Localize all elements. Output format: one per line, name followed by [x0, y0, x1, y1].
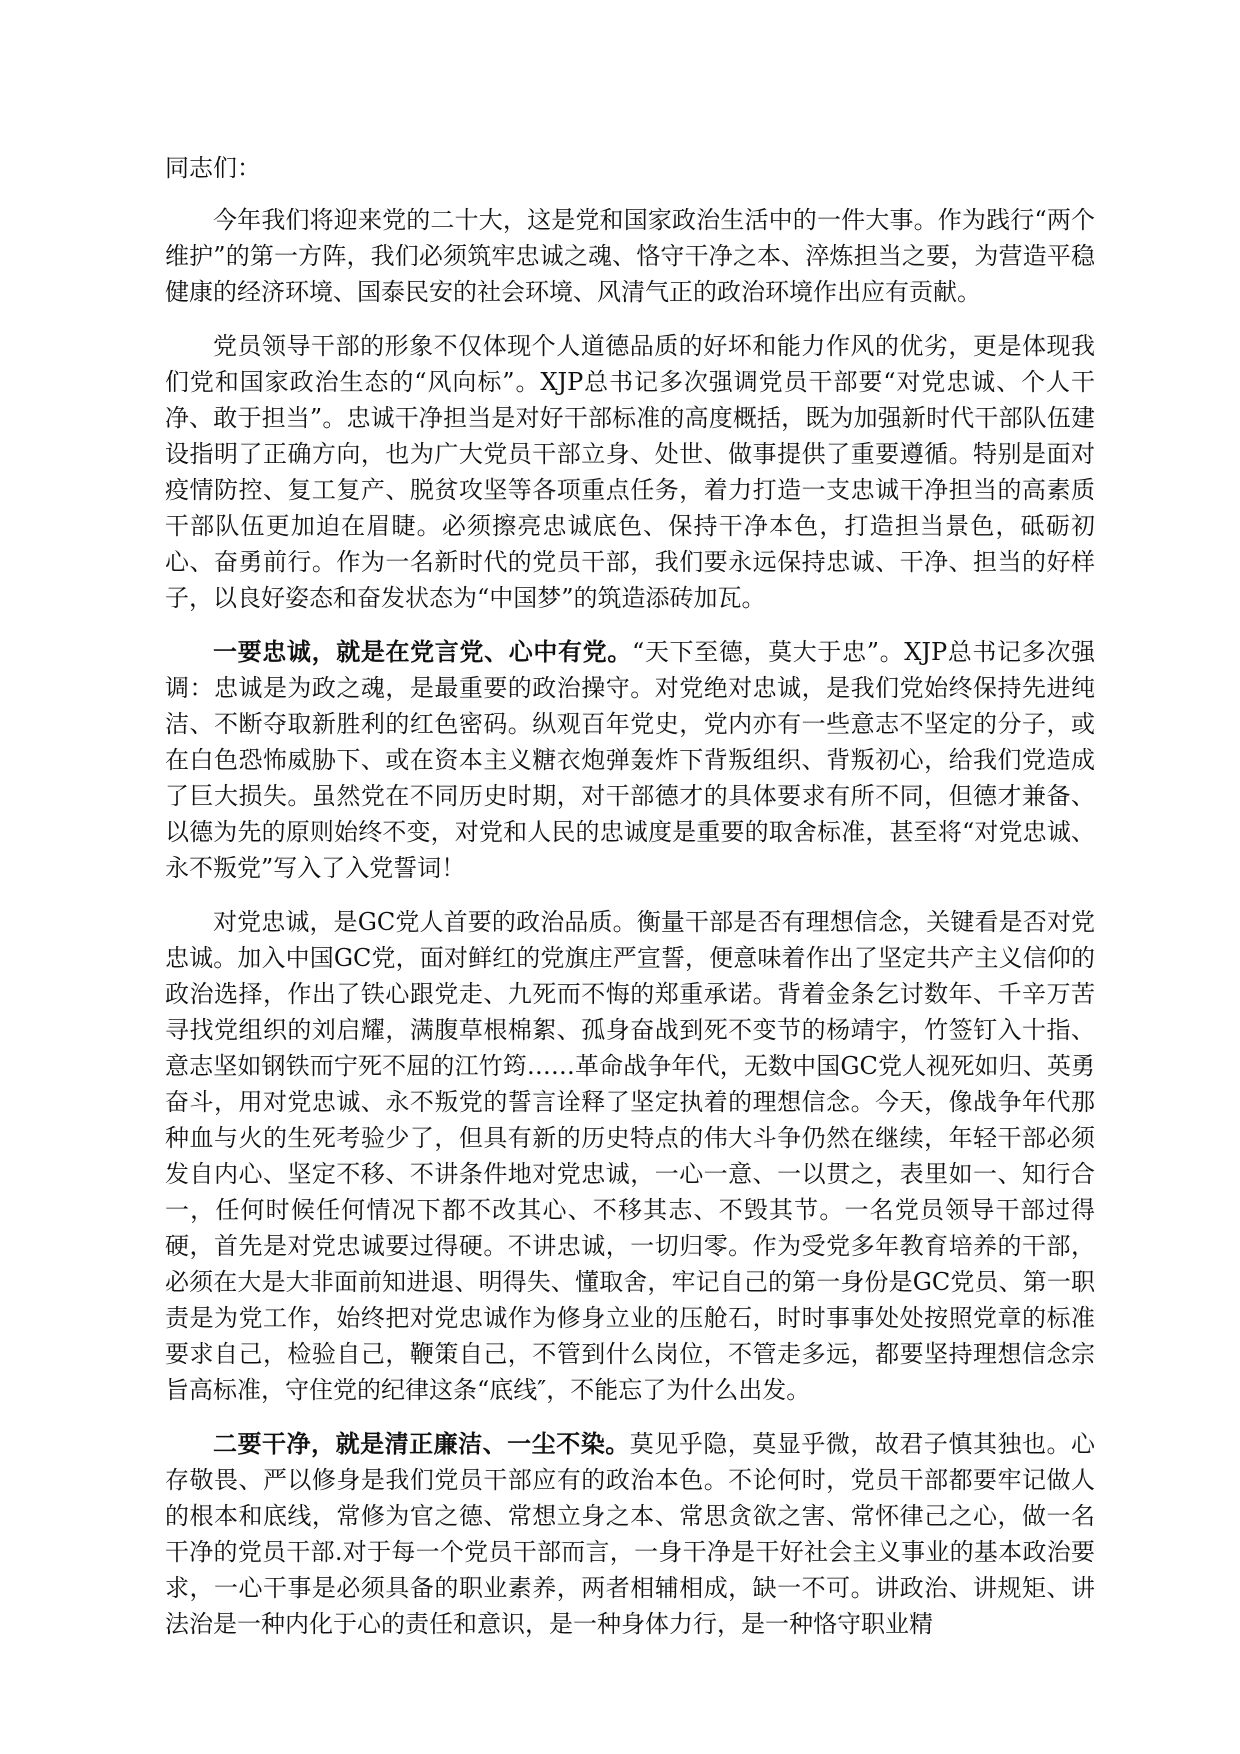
paragraph-intro	[165, 202, 1095, 310]
paragraph-text: 对党忠诚，是GC党人首要的政治品质。衡量干部是否有理想信念，关键看是否对党忠诚。加入中国GC党，面对鲜红的党旗庄严宣誓，便意味着作出了坚定共产主义信仰的政治选择，作出了铁心跟党走、九死而不悔的郑重承诺。背着金条乞讨数年、千辛万苦寻找党组织的刘启耀，满腹草根棉絮、孤身奋战到死不变节的杨靖宇，竹签钉入十指、意志坚如钢铁而宁死不屈的江竹筠……革命战争年代，无数中国GC党人视死如归、英勇奋斗，用对党忠诚、永不叛党的誓言诠释了坚定执着的理想信念。今天，像战争年代那种血与火的生死考验少了，但具有新的历史特点的伟大斗争仍然在继续，年轻干部必须发自内心、坚定不移、不讲条件地对党忠诚，一心一意、一以贯之，表里如一、知行合一，任何时候任何情况下都不改其心、不移其志、不毁其节。一名党员领导干部过得硬，首先是对党忠诚要过得硬。不讲忠诚，一切归零。作为受党多年教育培养的干部，必须在大是大非面前知进退、明得失、懂取舍，牢记自己的第一身份是GC党员、第一职责是为党工作，始终把对党忠诚作为修身立业的压舱石，时时事事处处按照党章的标准要求自己，检验自己，鞭策自己，不管到什么岗位，不管走多远，都要坚持理想信念宗旨高标准，守住党的纪律这条“底线″，不能忘了为什么出发。	[165, 908, 1095, 1404]
document-page	[165, 150, 1095, 1660]
paragraph-text: 莫见乎隐，莫显乎微，故君子慎其独也。心存敬畏、严以修身是我们党员干部应有的政治本色。不论何时，党员干部都要牢记做人的根本和底线，常修为官之德、常想立身之本、常思贪欲之害、常怀律己之心，做一名干净的党员干部.对于每一个党员干部而言，一身干净是干好社会主义事业的基本政治要求，一心干事是必须具备的职业素养，两者相辅相成，缺一不可。讲政治、讲规矩、讲法治是一种内化于心的责任和意识，是一种身体力行，是一种恪守职业精	[165, 1430, 1096, 1638]
paragraph-text: 今年我们将迎来党的二十大，这是党和国家政治生活中的一件大事。作为践行“两个维护”的第一方阵，我们必须筑牢忠诚之魂、恪守干净之本、淬炼担当之要，为营造平稳健康的经济环境、国泰民安的社会环境、风清气正的政治环境作出应有贡献。	[165, 206, 1095, 306]
salutation: 同志们：	[165, 154, 261, 182]
paragraph-text: “天下至德，莫大于忠”。XJP总书记多次强调：忠诚是为政之魂，是最重要的政治操守。对党绝对忠诚，是我们党始终保持先进纯洁、不断夺取新胜利的红色密码。纵观百年党史，党内亦有一些意志不坚定的分子，或在白色恐怖威胁下、或在资本主义糖衣炮弹轰炸下背叛组织、背叛初心，给我们党造成了巨大损失。虽然党在不同历史时期，对干部德才的具体要求有所不同，但德才兼备、以德为先的原则始终不变，对党和人民的忠诚度是重要的取舍标准，甚至将“对党忠诚、永不叛党”写入了入党誓词！	[165, 638, 1095, 882]
paragraph-text: 党员领导干部的形象不仅体现个人道德品质的好坏和能力作风的优劣，更是体现我们党和国家政治生态的“风向标”。XJP总书记多次强调党员干部要“对党忠诚、个人干净、敢于担当”。忠诚干净担当是对好干部标准的高度概括，既为加强新时代干部队伍建设指明了正确方向，也为广大党员干部立身、处世、做事提供了重要遵循。特别是面对疫情防控、复工复产、脱贫攻坚等各项重点任务，着力打造一支忠诚干净担当的高素质干部队伍更加迫在眉睫。必须擦亮忠诚底色、保持干净本色，打造担当景色，砥砺初心、奋勇前行。作为一名新时代的党员干部，我们要永远保持忠诚、干净、担当的好样子，以良好姿态和奋发状态为“中国梦”的筑造添砖加瓦。	[165, 332, 1095, 612]
paragraph-loyalty-detail	[165, 904, 1095, 1408]
paragraph-image-of-cadres	[165, 328, 1095, 616]
section-heading-loyalty: 一要忠诚，就是在党言党、心中有党。	[213, 637, 632, 666]
paragraph-integrity	[165, 1426, 1095, 1642]
section-heading-integrity: 二要干净，就是清正廉洁、一尘不染。	[213, 1429, 630, 1458]
paragraph-loyalty	[165, 634, 1095, 886]
